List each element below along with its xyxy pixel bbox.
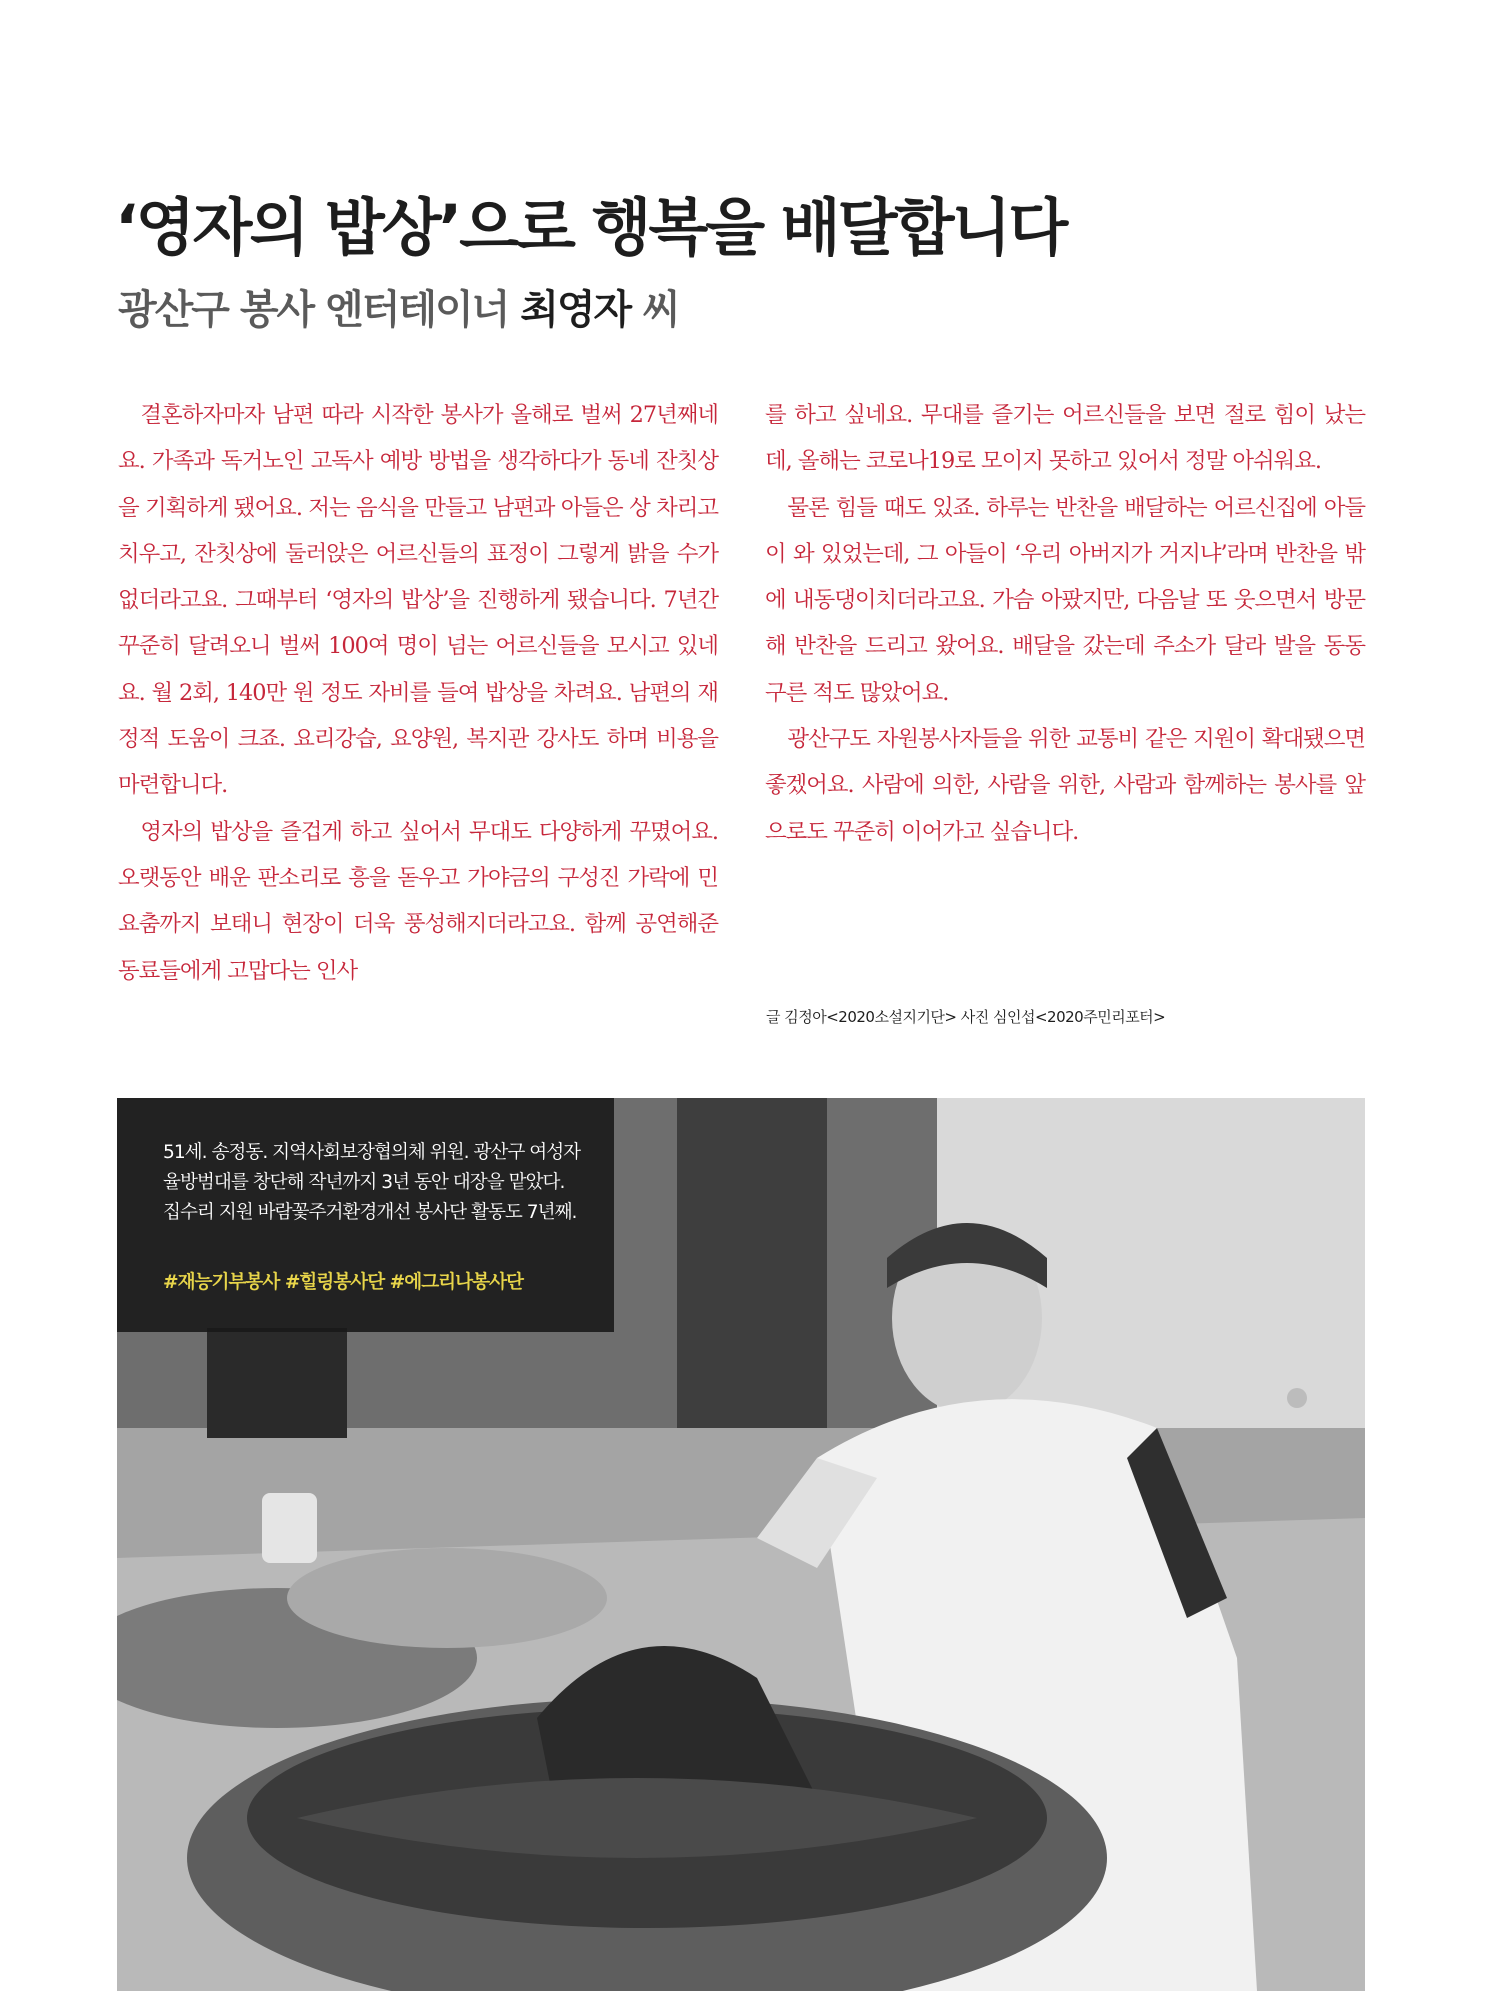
subtitle-prefix: 광산구 봉사 엔터테이너 — [118, 287, 509, 333]
paragraph: 광산구도 자원봉사자들을 위한 교통비 같은 지원이 확대됐으면 좋겠어요. 사람에 의한, 사람을 위한, 사람과 함께하는 봉사를 앞으로도 꾸준히 이어가고 싶습니다. — [765, 726, 1365, 845]
subtitle-name: 최영자 — [520, 287, 631, 333]
paragraph: 영자의 밥상을 즐겁게 하고 싶어서 무대도 다양하게 꾸몄어요. 오랫동안 배운 판소리로 흥을 돋우고 가야금의 구성진 가락에 민요춤까지 보태니 현장이 더욱 풍성해지더라고요. 함께 공연해준 동료들에게 고맙다는 인사 — [118, 818, 718, 984]
article-subtitle — [118, 278, 679, 335]
article-column-left — [118, 392, 718, 994]
photo-hashtags: #재능기부봉사 #힐링봉사단 #에그리나봉사단 — [163, 1272, 523, 1293]
paragraph: 물론 힘들 때도 있죠. 하루는 반찬을 배달하는 어르신집에 아들이 와 있었는데, 그 아들이 ‘우리 아버지가 거지냐’라며 반찬을 밖에 내동댕이치더라고요. 가슴 아팠지만, 다음날 또 웃으면서 방문해 반찬을 드리고 왔어요. 배달을 갔는데 주소가 달라 발을 동동 구른 적도 많았어요. — [765, 494, 1365, 706]
paragraph: 를 하고 싶네요. 무대를 즐기는 어르신들을 보면 절로 힘이 났는데, 올해는 코로나19로 모이지 못하고 있어서 정말 아쉬워요. — [765, 402, 1365, 475]
photo-caption: 51세. 송정동. 지역사회보장협의체 위원. 광산구 여성자율방범대를 창단해 작년까지 3년 동안 대장을 맡았다. 집수리 지원 바람꽃주거환경개선 봉사단 활동도 7년째. — [163, 1142, 581, 1223]
subtitle-suffix: 씨 — [642, 287, 679, 333]
photo-caption-box — [117, 1098, 614, 1332]
photo-credit: 글 김정아<2020소설지기단> 사진 심인섭<2020주민리포터> — [766, 1008, 1166, 1026]
article-title: ‘영자의 밥상’으로 행복을 배달합니다 — [115, 191, 1066, 264]
article-column-right — [765, 392, 1365, 855]
paragraph: 결혼하자마자 남편 따라 시작한 봉사가 올해로 벌써 27년째네요. 가족과 독거노인 고독사 예방 방법을 생각하다가 동네 잔칫상을 기획하게 됐어요. 저는 음식을 만들고 남편과 아들은 상 차리고 치우고, 잔칫상에 둘러앉은 어르신들의 표정이 그렇게 밝을 수가 없더라고요. 그때부터 ‘영자의 밥상’을 진행하게 됐습니다. 7년간 꾸준히 달려오니 벌써 100여 명이 넘는 어르신들을 모시고 있네요. 월 2회, 140만 원 정도 자비를 들여 밥상을 차려요. 남편의 재정적 도움이 크죠. 요리강습, 요양원, 복지관 강사도 하며 비용을 마련합니다. — [118, 402, 718, 799]
